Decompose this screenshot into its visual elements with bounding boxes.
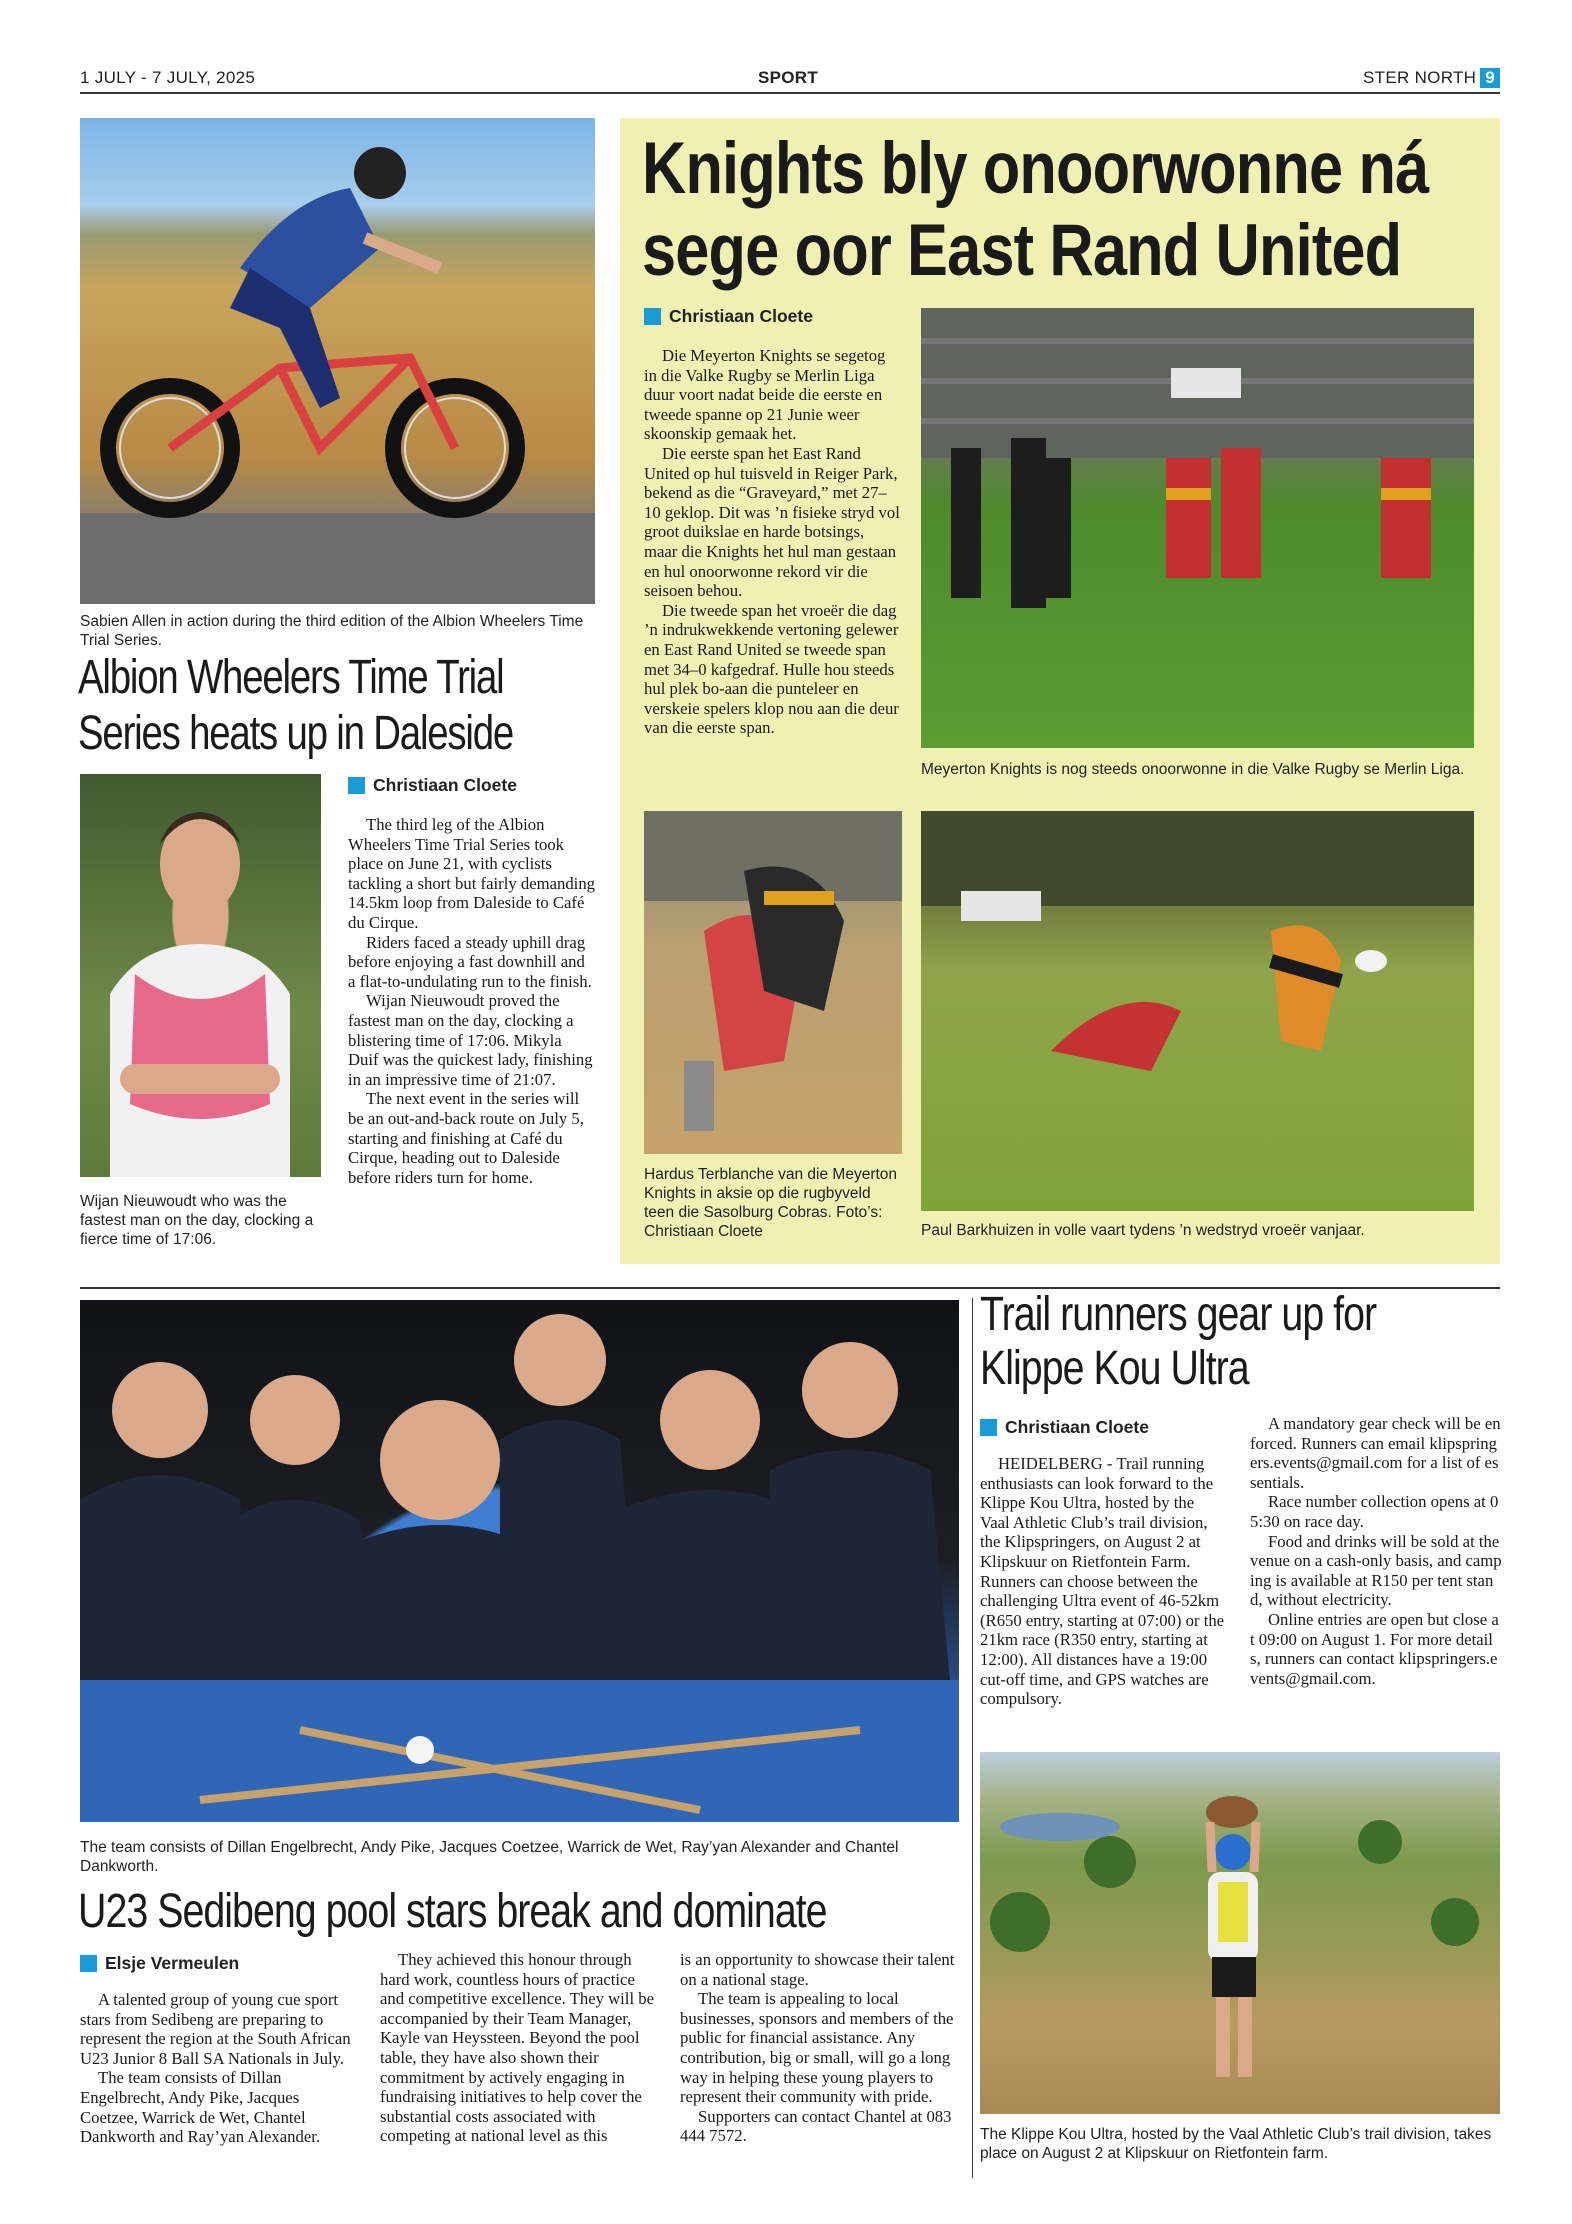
pool-paragraph: is an opportunity to showcase their talent on a national stage. bbox=[680, 1950, 955, 1989]
trail-paragraph: A mandatory gear check will be enforced. Runners can email klipspringers.events@gmail.com for a list of essentials. bbox=[1250, 1414, 1501, 1492]
cyclist-photo bbox=[80, 118, 595, 604]
pool-paragraph: A talented group of young cue sport stars from Sedibeng are preparing to represent the region at the South African U23 Junior 8 Ball SA Nationals in July. bbox=[80, 1990, 351, 2068]
paper-name bbox=[1363, 68, 1500, 88]
pool-byline bbox=[80, 1953, 239, 1974]
rugby-article-body bbox=[644, 346, 900, 738]
rugby-headline-line1: Knights bly onoorwonne ná bbox=[642, 128, 1429, 209]
cycling-paragraph: Riders faced a steady uphill drag before enjoying a fast downhill and a flat-to-undulating run to the finish. bbox=[348, 932, 592, 991]
cycling-paragraph: The third leg of the Albion Wheelers Time Trial Series took place on June 21, with cyclists tackling a short but fairly demanding 14.5km loop from Daleside to Café du Cirque. bbox=[348, 815, 596, 932]
rugby-tackle-caption: Hardus Terblanche van die Meyerton Knights in aksie op die rugbyveld teen die Sasolburg Cobras. Foto’s: Christiaan Cloete bbox=[644, 1166, 898, 1240]
rugby-run-illustration bbox=[921, 811, 1474, 1211]
column-divider bbox=[972, 1298, 973, 2178]
paper-name-label: STER NORTH bbox=[1363, 68, 1477, 87]
pool-paragraph: The team consists of Dillan Engelbrecht, Andy Pike, Jacques Coetzee, Warrick de Wet, Chantel Dankworth and Ray’yan Alexander. bbox=[80, 2068, 321, 2147]
cycling-paragraph: Wijan Nieuwoudt proved the fastest man on the day, clocking a blistering time of 17:06. Mikyla Duif was the quickest lady, finishing in an impressive time of 21:07. bbox=[348, 991, 593, 1089]
issue-date: 1 JULY - 7 JULY, 2025 bbox=[80, 68, 256, 87]
pool-headline: U23 Sedibeng pool stars break and dominate bbox=[78, 1885, 827, 1938]
cycling-article-body bbox=[348, 815, 596, 1187]
cyclist-photo-caption: Sabien Allen in action during the third edition of the Albion Wheelers Time Trial Series. bbox=[80, 613, 584, 649]
rugby-tackle-illustration bbox=[644, 811, 902, 1154]
portrait-photo bbox=[80, 774, 321, 1177]
rugby-run-caption: Paul Barkhuizen in volle vaart tydens ’n wedstryd vroeër vanjaar. bbox=[921, 1222, 1365, 1239]
trail-paragraph: Food and drinks will be sold at the venue on a cash-only basis, and camping is available at R150 per tent stand, without electricity. bbox=[1250, 1531, 1502, 1610]
trail-runner-illustration bbox=[980, 1752, 1500, 2114]
byline-marker-icon bbox=[980, 1419, 997, 1436]
pool-team-illustration bbox=[80, 1300, 959, 1822]
trail-paragraph: HEIDELBERG - Trail running enthusiasts can look forward to the Klippe Kou Ultra, hosted by the Vaal Athletic Club’s trail division, the Klipspringers, on August 2 at Klipskuur on Rietfontein Farm. Runners can choose between the challenging Ultra event of 46-52km (R650 entry, starting at 07:00) or the 21km race (R350 entry, starting at 12:00). All distances have a 19:00 cut-off time, and GPS watches are compulsory. bbox=[980, 1454, 1225, 1709]
rugby-paragraph: Die tweede span het vroeër die dag ’n indrukwekkende vertoning gelewer en East Rand United se tweede span met 34–0 kafgedraf. Hulle hou steeds hul plek bo-aan die punteleer en verskeie spelers klop nou aan die deur van die eerste span. bbox=[644, 600, 899, 738]
rugby-team-illustration bbox=[921, 308, 1474, 748]
cycling-paragraph: The next event in the series will be an out-and-back route on July 5, starting and finishing at Café du Cirque, heading out to Daleside before riders turn for home. bbox=[348, 1089, 584, 1187]
header-rule bbox=[80, 92, 1500, 94]
byline-marker-icon bbox=[80, 1955, 97, 1972]
pool-column-2 bbox=[380, 1950, 660, 2146]
rugby-byline bbox=[644, 306, 813, 327]
trail-byline-name: Christiaan Cloete bbox=[1005, 1417, 1149, 1437]
trail-column-1 bbox=[980, 1454, 1227, 1709]
rugby-tackle-photo bbox=[644, 811, 902, 1154]
pool-paragraph: The team is appealing to local businesses, sponsors and members of the public for financial assistance. Any contribution, big or small, will go a long way in helping these young players to represent their community with pride. bbox=[680, 1989, 954, 2107]
cycling-headline-line1: Albion Wheelers Time Trial bbox=[78, 651, 504, 704]
section-title: SPORT bbox=[758, 68, 819, 87]
rugby-paragraph: Die eerste span het East Rand United op hul tuisveld in Reiger Park, bekend as die “Graveyard,” met 27–10 geklop. Dit was ’n fisieke stryd vol groot duikslae en harde botsings, maar die Knights het hul man gestaan en hul onoorwonne rekord vir die seisoen behou. bbox=[644, 443, 900, 601]
portrait-caption: Wijan Nieuwoudt who was the fastest man on the day, clocking a fierce time of 17:06. bbox=[80, 1193, 314, 1248]
trail-column-2 bbox=[1250, 1414, 1502, 1688]
pool-byline-name: Elsje Vermeulen bbox=[105, 1953, 240, 1973]
rugby-team-photo bbox=[921, 308, 1474, 748]
pool-column-1 bbox=[80, 1990, 355, 2147]
trail-paragraph: Online entries are open but close at 09:00 on August 1. For more details, runners can contact klipspringers.events@gmail.com. bbox=[1250, 1609, 1499, 1688]
cycling-headline bbox=[78, 650, 598, 762]
cyclist-illustration bbox=[80, 118, 595, 604]
cycling-headline-line2: Series heats up in Daleside bbox=[78, 707, 514, 760]
rugby-byline-name: Christiaan Cloete bbox=[669, 306, 813, 326]
trail-headline bbox=[980, 1288, 1376, 1396]
byline-marker-icon bbox=[644, 308, 661, 325]
rugby-paragraph: Die Meyerton Knights se segetog in die Valke Rugby se Merlin Liga duur voort nadat beide die eerste en tweede spanne op 21 Junie weer skoonskip gemaak het. bbox=[644, 346, 886, 444]
cycling-byline-name: Christiaan Cloete bbox=[373, 775, 517, 795]
trail-headline-line1: Trail runners gear up for bbox=[980, 1288, 1377, 1341]
rugby-headline bbox=[642, 128, 1429, 292]
cycling-byline bbox=[348, 775, 517, 796]
page-number: 9 bbox=[1480, 68, 1500, 88]
portrait-illustration bbox=[80, 774, 321, 1177]
trail-headline-line2: Klippe Kou Ultra bbox=[980, 1342, 1249, 1395]
byline-marker-icon bbox=[348, 777, 365, 794]
pool-team-photo bbox=[80, 1300, 959, 1822]
pool-paragraph: Supporters can contact Chantel at 083 444 7572. bbox=[680, 2106, 952, 2146]
rugby-run-photo bbox=[921, 811, 1474, 1211]
pool-paragraph: They achieved this honour through hard work, countless hours of practice and competitive excellence. They will be accompanied by their Team Manager, Kayle van Heyssteen. Beyond the pool table, they have also shown their commitment by actively engaging in fundraising initiatives to help cover the substantial costs associated with competing at national level as this bbox=[380, 1950, 654, 2146]
trail-photo-caption: The Klippe Kou Ultra, hosted by the Vaal Athletic Club’s trail division, takes place on August 2 at Klipskuur on Rietfontein farm. bbox=[980, 2126, 1492, 2162]
trail-runner-photo bbox=[980, 1752, 1500, 2114]
trail-byline bbox=[980, 1417, 1149, 1438]
pool-column-3 bbox=[680, 1950, 960, 2146]
trail-paragraph: Race number collection opens at 05:30 on race day. bbox=[1250, 1492, 1499, 1531]
rugby-team-caption: Meyerton Knights is nog steeds onoorwonne in die Valke Rugby se Merlin Liga. bbox=[921, 761, 1465, 778]
pool-photo-caption: The team consists of Dillan Engelbrecht, Andy Pike, Jacques Coetzee, Warrick de Wet, Ray’yan Alexander and Chantel Dankworth. bbox=[80, 1839, 899, 1875]
rugby-headline-line2: sege oor East Rand United bbox=[642, 210, 1402, 291]
